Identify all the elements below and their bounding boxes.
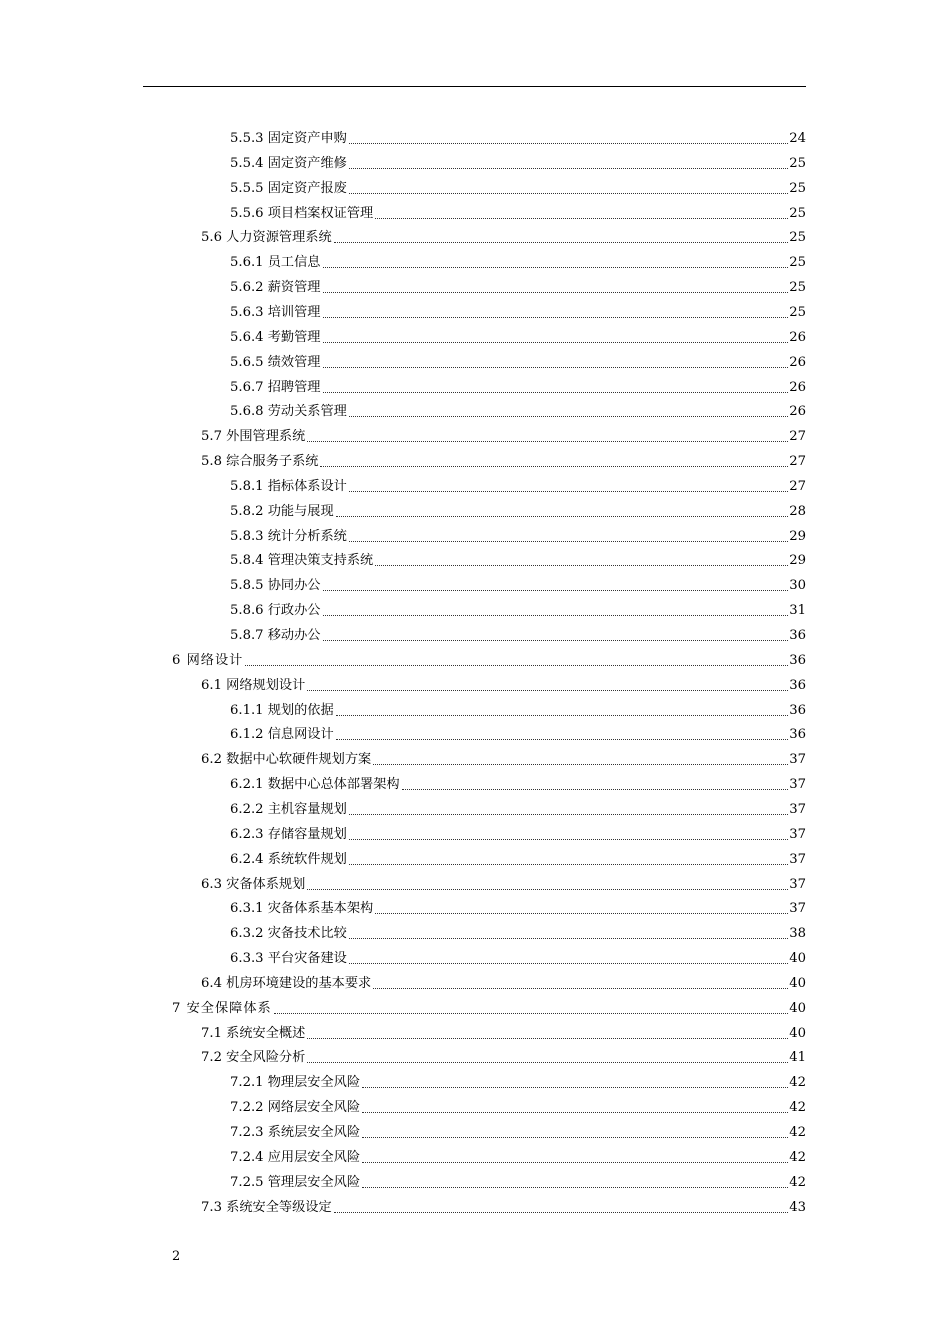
toc-leader-dots: [349, 193, 788, 194]
toc-leader-dots: [349, 541, 788, 542]
toc-entry[interactable]: [230, 473, 806, 495]
toc-entry[interactable]: [230, 1069, 806, 1091]
toc-leader-dots: [323, 367, 789, 368]
toc-entry-label: 6.2.4 系统软件规划: [230, 851, 347, 867]
toc-entry-label: 7.2 安全风险分析: [201, 1050, 306, 1066]
toc-entry[interactable]: [230, 846, 806, 868]
toc-entry-label: 5.8.4 管理决策支持系统: [230, 553, 374, 569]
toc-entry[interactable]: [201, 1044, 806, 1066]
toc-entry-label: 5.5.5 固定资产报废: [230, 180, 347, 196]
toc-entry-page: 25: [789, 205, 806, 221]
toc-entry[interactable]: [230, 349, 806, 371]
toc-leader-dots: [362, 1162, 788, 1163]
toc-entry-label: 5.8.6 行政办公: [230, 603, 321, 619]
toc-entry-page: 36: [789, 652, 806, 668]
toc-entry-label: 7.2.3 系统层安全风险: [230, 1125, 361, 1140]
toc-entry-label: 5.8.5 协同办公: [230, 578, 321, 594]
toc-leader-dots: [375, 913, 788, 914]
toc-entry-label: 5.8.1 指标体系设计: [230, 478, 347, 494]
toc-leader-dots: [349, 864, 788, 865]
toc-entry[interactable]: [230, 150, 806, 172]
toc-entry-label: 6.2.3 存储容量规划: [230, 826, 347, 842]
toc-entry[interactable]: [201, 224, 806, 246]
toc-entry-label: 5.5.4 固定资产维修: [230, 155, 347, 171]
toc-entry[interactable]: [201, 1020, 806, 1042]
toc-leader-dots: [349, 143, 788, 144]
toc-entry[interactable]: [230, 324, 806, 346]
toc-entry-page: 26: [789, 354, 806, 370]
toc-entry[interactable]: [201, 672, 806, 694]
toc-entry-label: 6.2 数据中心软硬件规划方案: [201, 752, 372, 768]
toc-entry-label: 5.8 综合服务子系统: [201, 454, 319, 470]
toc-leader-dots: [373, 988, 788, 989]
toc-entry-page: 25: [789, 155, 806, 171]
toc-entry-page: 24: [789, 131, 806, 146]
toc-entry-page: 37: [789, 777, 806, 793]
toc-leader-dots: [334, 1212, 789, 1213]
toc-leader-dots: [245, 665, 788, 666]
toc-entry[interactable]: [201, 746, 806, 768]
toc-entry[interactable]: [201, 970, 806, 992]
toc-entry[interactable]: [230, 697, 806, 719]
toc-entry-label: 6.3.3 平台灾备建设: [230, 951, 347, 967]
toc-entry-page: 42: [789, 1149, 806, 1165]
toc-leader-dots: [375, 218, 788, 219]
toc-entry-page: 42: [789, 1100, 806, 1116]
toc-entry-page: 37: [789, 901, 806, 917]
toc-entry[interactable]: [172, 995, 806, 1017]
toc-entry-page: 31: [789, 603, 806, 619]
toc-entry-page: 25: [789, 230, 806, 246]
toc-entry-label: 5.6.2 薪资管理: [230, 280, 321, 296]
toc-entry[interactable]: [201, 871, 806, 893]
toc-entry[interactable]: [230, 547, 806, 569]
toc-leader-dots: [307, 1062, 788, 1063]
toc-leader-dots: [349, 938, 788, 939]
toc-leader-dots: [402, 789, 789, 790]
toc-entry[interactable]: [172, 647, 806, 669]
toc-leader-dots: [336, 715, 789, 716]
toc-leader-dots: [323, 590, 789, 591]
toc-entry[interactable]: [201, 423, 806, 445]
toc-leader-dots: [349, 416, 788, 417]
toc-entry[interactable]: [230, 572, 806, 594]
toc-entry-page: 36: [789, 677, 806, 693]
toc-entry-page: 38: [789, 926, 806, 942]
toc-leader-dots: [320, 466, 788, 467]
toc-entry-page: 40: [789, 951, 806, 967]
toc-leader-dots: [362, 1137, 788, 1138]
toc-entry-page: 27: [789, 454, 806, 470]
toc-entry-page: 25: [789, 255, 806, 271]
toc-leader-dots: [274, 1013, 789, 1014]
toc-entry[interactable]: [230, 274, 806, 296]
toc-entry[interactable]: [230, 299, 806, 321]
toc-entry-page: 42: [789, 1125, 806, 1140]
toc-leader-dots: [349, 168, 788, 169]
toc-leader-dots: [323, 342, 789, 343]
toc-leader-dots: [362, 1187, 788, 1188]
toc-leader-dots: [336, 739, 789, 740]
toc-entry[interactable]: [230, 920, 806, 942]
toc-entry-page: 43: [789, 1199, 806, 1215]
toc-entry-page: 42: [789, 1075, 806, 1091]
toc-entry-page: 25: [789, 304, 806, 320]
toc-leader-dots: [373, 764, 788, 765]
toc-entry-page: 40: [789, 1025, 806, 1041]
toc-entry-page: 27: [789, 429, 806, 445]
toc-entry-page: 37: [789, 851, 806, 867]
toc-entry-label: 5.6.4 考勤管理: [230, 329, 321, 345]
toc-entry[interactable]: [230, 398, 806, 420]
toc-entry-label: 6.3.1 灾备体系基本架构: [230, 901, 374, 917]
toc-entry-label: 7.2.5 管理层安全风险: [230, 1174, 361, 1190]
toc-entry[interactable]: [230, 523, 806, 545]
toc-entry[interactable]: [230, 597, 806, 619]
toc-entry[interactable]: [230, 1094, 806, 1116]
toc-leader-dots: [323, 615, 789, 616]
toc-leader-dots: [323, 392, 789, 393]
toc-leader-dots: [323, 317, 789, 318]
toc-entry-page: 26: [789, 404, 806, 420]
toc-entry-label: 7 安全保障体系: [172, 1000, 272, 1016]
page-number: 2: [172, 1249, 181, 1264]
toc-leader-dots: [375, 565, 788, 566]
toc-leader-dots: [307, 441, 788, 442]
toc-entry[interactable]: [230, 1119, 806, 1141]
toc-leader-dots: [349, 839, 788, 840]
toc-entry[interactable]: [230, 721, 806, 743]
toc-entry-page: 37: [789, 876, 806, 892]
toc-entry-label: 6.3.2 灾备技术比较: [230, 926, 347, 942]
toc-entry-label: 5.6 人力资源管理系统: [201, 230, 332, 246]
toc-entry-label: 5.6.7 招聘管理: [230, 379, 321, 395]
toc-entry[interactable]: [230, 622, 806, 644]
toc-leader-dots: [362, 1087, 788, 1088]
toc-entry-page: 41: [789, 1050, 806, 1066]
toc-entry[interactable]: [230, 249, 806, 271]
toc-entry-page: 29: [789, 553, 806, 569]
toc-entry-label: 7.2.1 物理层安全风险: [230, 1075, 361, 1091]
toc-entry-label: 5.8.2 功能与展现: [230, 503, 334, 519]
toc-entry-label: 6.1.2 信息网设计: [230, 727, 334, 743]
toc-entry[interactable]: [201, 448, 806, 470]
toc-entry-label: 5.6.5 绩效管理: [230, 354, 321, 370]
toc-entry-label: 7.1 系统安全概述: [201, 1025, 306, 1041]
toc-entry-page: 36: [789, 628, 806, 643]
toc-entry-label: 7.2.4 应用层安全风险: [230, 1149, 361, 1165]
toc-entry-label: 6.2.2 主机容量规划: [230, 801, 347, 817]
toc-entry[interactable]: [230, 1169, 806, 1191]
toc-leader-dots: [349, 963, 788, 964]
toc-entry-page: 37: [789, 752, 806, 768]
toc-entry-page: 27: [789, 478, 806, 494]
toc-entry-label: 5.6.1 员工信息: [230, 255, 321, 271]
toc-entry[interactable]: [230, 175, 806, 197]
toc-entry[interactable]: [230, 945, 806, 967]
toc-entry-page: 25: [789, 180, 806, 196]
toc-leader-dots: [349, 814, 788, 815]
toc-entry-page: 42: [789, 1174, 806, 1190]
toc-leader-dots: [307, 889, 788, 890]
toc-entry-label: 5.6.8 劳动关系管理: [230, 404, 347, 420]
toc-leader-dots: [307, 690, 788, 691]
toc-entry-page: 30: [789, 578, 806, 594]
toc-leader-dots: [336, 516, 789, 517]
toc-entry-page: 36: [789, 702, 806, 718]
toc-entry-page: 36: [789, 727, 806, 743]
toc-entry[interactable]: [230, 895, 806, 917]
toc-entry-label: 5.8.3 统计分析系统: [230, 528, 347, 544]
toc-leader-dots: [334, 242, 789, 243]
toc-entry-page: 37: [789, 826, 806, 842]
toc-leader-dots: [323, 292, 789, 293]
toc-entry[interactable]: [230, 125, 806, 147]
toc-entry-page: 40: [789, 1000, 806, 1016]
toc-entry-page: 29: [789, 528, 806, 544]
toc-entry[interactable]: [230, 374, 806, 396]
toc-entry-label: 6.2.1 数据中心总体部署架构: [230, 777, 400, 793]
toc-leader-dots: [307, 1038, 788, 1039]
toc-entry-label: 5.5.3 固定资产申购: [230, 131, 347, 146]
toc-entry-label: 5.6.3 培训管理: [230, 304, 321, 320]
toc-entry-page: 26: [789, 329, 806, 345]
toc-leader-dots: [323, 267, 789, 268]
toc-entry-label: 6.1.1 规划的依据: [230, 702, 334, 718]
toc-leader-dots: [323, 640, 789, 641]
toc-leader-dots: [362, 1112, 788, 1113]
toc-entry[interactable]: [201, 1194, 806, 1216]
toc-entry-page: 40: [789, 975, 806, 991]
toc-entry-label: 5.5.6 项目档案权证管理: [230, 205, 374, 221]
toc-entry[interactable]: [230, 821, 806, 843]
toc-entry-label: 6 网络设计: [172, 652, 244, 668]
toc-entry[interactable]: [230, 200, 806, 222]
toc-entry[interactable]: [230, 498, 806, 520]
toc-entry-label: 6.1 网络规划设计: [201, 677, 306, 693]
toc-entry-page: 37: [789, 801, 806, 817]
toc-entry-label: 6.3 灾备体系规划: [201, 876, 306, 892]
header-rule: [143, 86, 806, 87]
toc-entry[interactable]: [230, 771, 806, 793]
toc-entry-page: 28: [789, 503, 806, 519]
toc-entry[interactable]: [230, 796, 806, 818]
toc-entry-label: 7.2.2 网络层安全风险: [230, 1100, 361, 1116]
toc-entry-label: 6.4 机房环境建设的基本要求: [201, 975, 372, 991]
toc-leader-dots: [349, 491, 788, 492]
toc-entry-label: 7.3 系统安全等级设定: [201, 1199, 332, 1215]
toc-entry-page: 26: [789, 379, 806, 395]
toc-entry[interactable]: [230, 1144, 806, 1166]
toc-entry-page: 25: [789, 280, 806, 296]
toc-entry-label: 5.8.7 移动办公: [230, 628, 321, 643]
toc-entry-label: 5.7 外围管理系统: [201, 429, 306, 445]
